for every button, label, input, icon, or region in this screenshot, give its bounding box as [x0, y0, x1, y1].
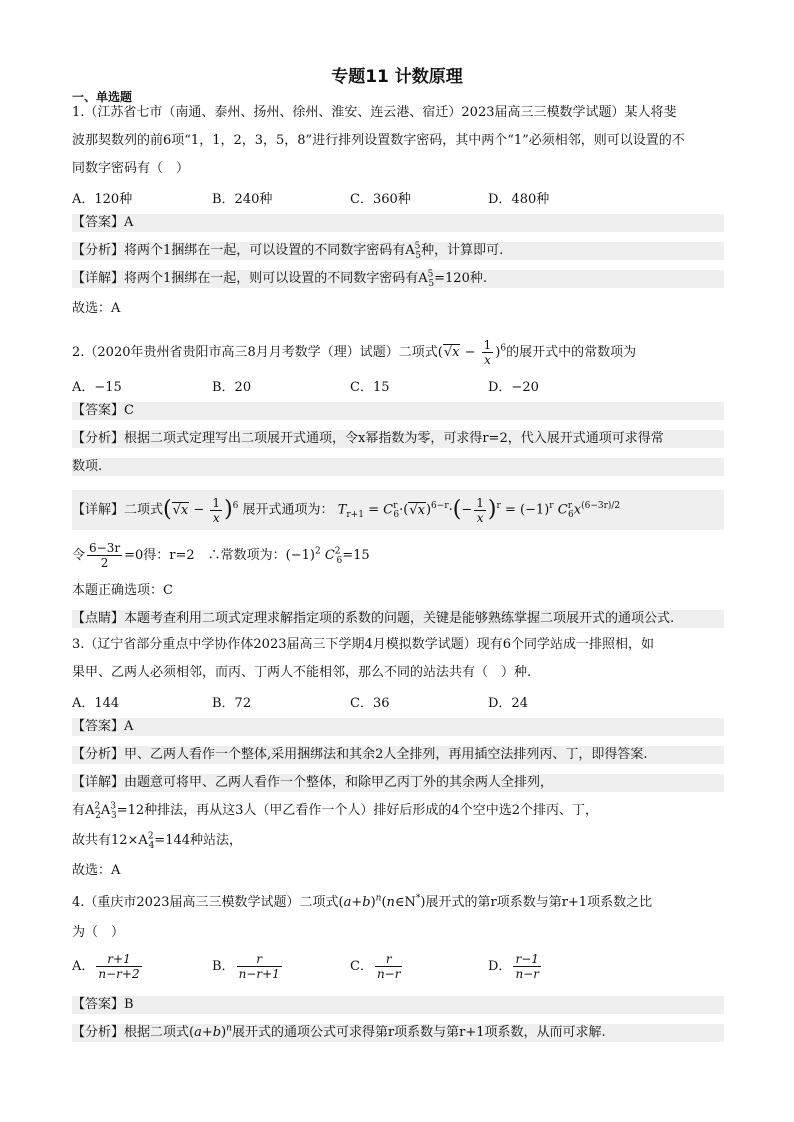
q3-option-a: A．144: [72, 696, 120, 711]
q3-choose: 故选：A: [72, 863, 121, 878]
q3-detail-2: 有$A^2_2A^3_3=12$种排法，再从这3人（甲乙看作一个人）排好后形成的4个空中选2个排丙、丁，: [72, 801, 598, 821]
q1-stem-line-1: 1.（江苏省七市（南通、泰州、扬州、徐州、淮安、连云港、宿迁）2023届高三三模数学试题）某人将斐: [72, 105, 677, 120]
q3-option-c: C．36: [350, 696, 390, 711]
q2-answer: 【答案】C: [72, 402, 724, 420]
q4-option-a: A． $\frac{r+1}{n-r+2}$: [72, 952, 140, 981]
q4-stem-line-2: 为（ ）: [72, 925, 125, 940]
q1-stem-line-3: 同数字密码有（ ）: [72, 161, 190, 176]
q2-option-d: D．−20: [488, 380, 539, 395]
q3-answer: 【答案】A: [72, 718, 724, 736]
q2-let: 令 $\frac{6-3r}{2}$ =0得：r=2 ∴常数项为：$(-1)^2$ $C^2_6=15$: [72, 541, 370, 570]
page-title: 专题11 计数原理: [331, 67, 463, 87]
q4-option-c: C． $\frac{r}{n-r}$: [350, 952, 401, 981]
q4-answer: 【答案】B: [72, 996, 724, 1014]
q1-detail: 【详解】将两个1捆绑在一起，则可以设置的不同数字密码有$A^5_5=120$种.: [72, 270, 724, 288]
q3-option-b: B．72: [212, 696, 252, 711]
q4-option-d: D． $\frac{r-1}{n-r}$: [488, 952, 539, 981]
q1-option-b: B．240种: [212, 192, 273, 207]
q4-option-b: B． $\frac{r}{n-r+1}$: [212, 952, 280, 981]
q3-option-d: D．24: [488, 696, 528, 711]
q2-option-b: B．20: [212, 380, 252, 395]
q2-detail: 【详解】二项式(√x − $\frac{1}{x}$ )$^6$ 展开式通项为： $T_{r+1} = C^r_6\cdot(√x)^{6-r}\cdot(-$ $\frac{1}{x}$ )$^r = (-1)^r$ $C^r_6x^{(6-3r)/2}$: [72, 490, 724, 530]
section-heading: 一、单选题: [72, 90, 133, 104]
q1-option-d: D．480种: [488, 192, 550, 207]
q3-detail-3: 故共有$12\times A^2_4=144$种站法，: [72, 831, 243, 851]
q3-stem-line-2: 果甲、乙两人必须相邻，而丙、丁两人不能相邻，那么不同的站法共有（ ）种.: [72, 665, 532, 680]
q1-answer: 【答案】A: [72, 214, 724, 232]
q3-analysis: 【分析】甲、乙两人看作一个整体,采用捆绑法和其余2人全排列，再用插空法排列丙、丁，即得答案.: [72, 746, 724, 764]
q2-analysis-1: 【分析】根据二项式定理写出二项展开式通项，令x幂指数为零，可求得r=2，代入展开式通项可求得常: [72, 430, 724, 448]
q1-choose: 故选：A: [72, 301, 121, 316]
q4-analysis: 【分析】根据二项式$(a+b)^n$展开式的通项公式可求得第r项系数与第r+1项系数，从而可求解.: [72, 1024, 724, 1042]
q2-stem: 2.（2020年贵州省贵阳市高三8月月考数学（理）试题）二项式(√x − $\frac{1}{x}$ )$^6$的展开式中的常数项为: [72, 338, 637, 367]
q2-option-a: A．−15: [72, 380, 122, 395]
q2-analysis-2: 数项.: [72, 458, 724, 476]
q1-option-a: A．120种: [72, 192, 133, 207]
q3-detail-1: 【详解】由题意可将甲、乙两人看作一个整体，和除甲乙丙丁外的其余两人全排列，: [72, 774, 724, 792]
q1-analysis: 【分析】将两个1捆绑在一起，可以设置的不同数字密码有$A^5_5$种，计算即可.: [72, 242, 724, 260]
q2-option-c: C．15: [350, 380, 390, 395]
q1-stem-line-2: 波那契数列的前6项“1，1，2，3，5，8”进行排列设置数字密码，其中两个“1”必须相邻，则可以设置的不: [72, 133, 685, 148]
q3-stem-line-1: 3.（辽宁省部分重点中学协作体2023届高三下学期4月模拟数学试题）现有6个同学站成一排照相，如: [72, 637, 655, 652]
q1-option-c: C．360种: [350, 192, 411, 207]
q2-correct: 本题正确选项：C: [72, 583, 173, 598]
q2-comment: 【点睛】本题考查利用二项式定理求解指定项的系数的问题，关键是能够熟练掌握二项展开式的通项公式.: [72, 610, 724, 628]
q4-stem-line-1: 4.（重庆市2023届高三三模数学试题）二项式$(a+b)^n(n\in N^*)$展开式的第r项系数与第r+1项系数之比: [72, 893, 653, 910]
